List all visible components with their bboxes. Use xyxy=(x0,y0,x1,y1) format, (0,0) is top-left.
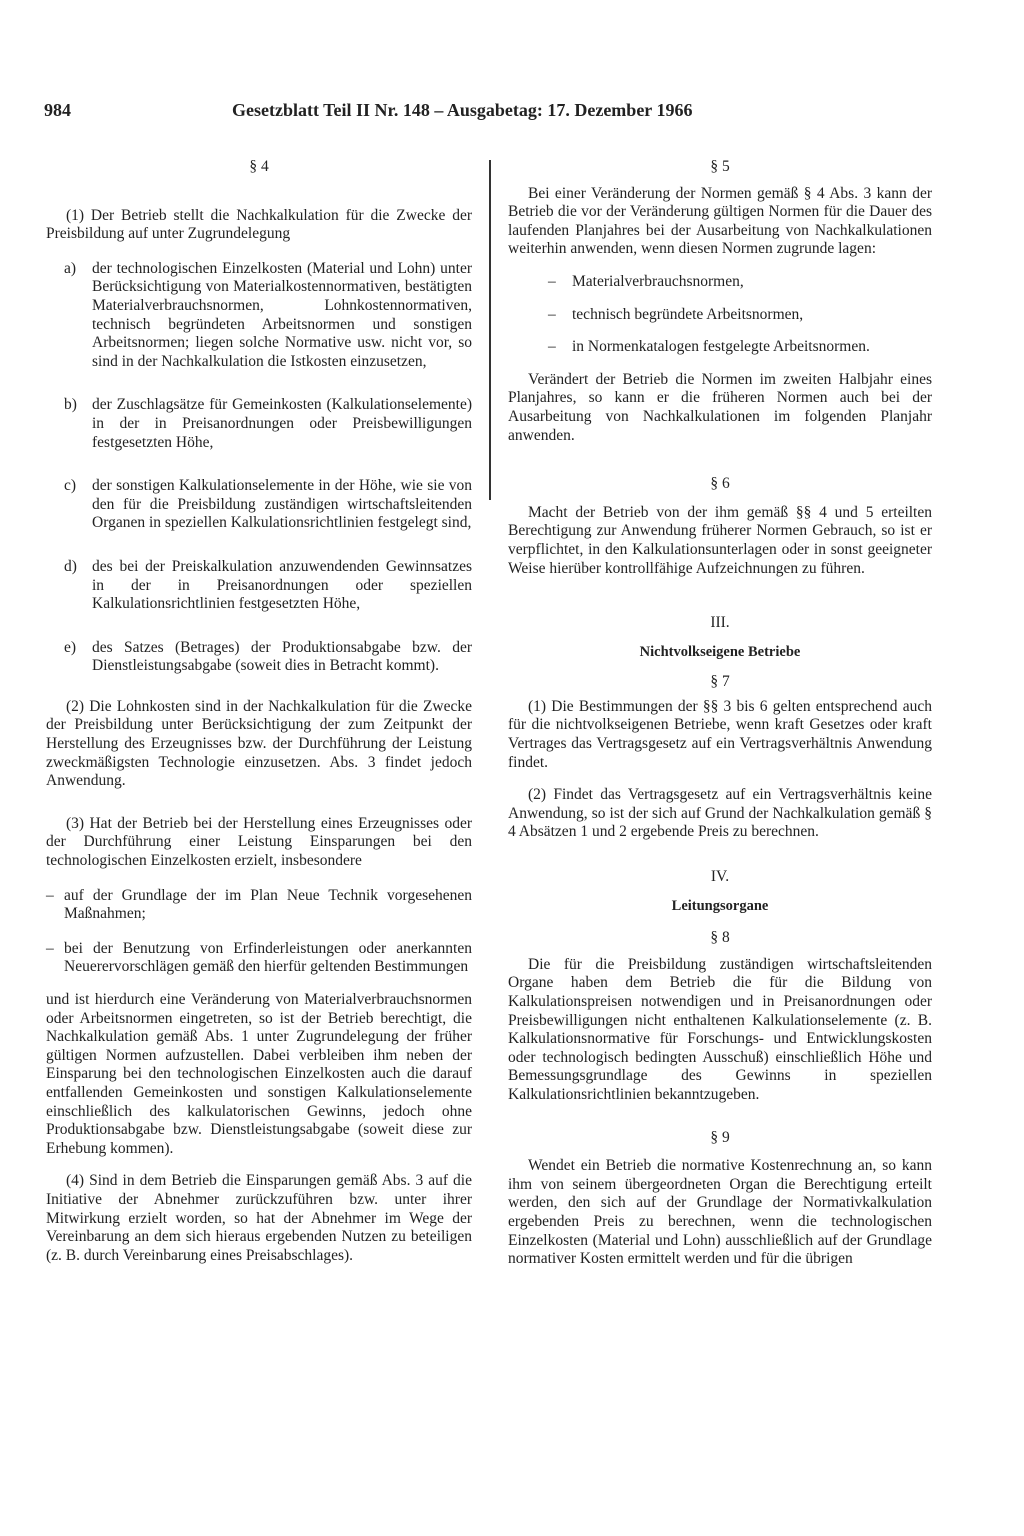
list-item xyxy=(46,558,472,614)
section-heading: § 9 xyxy=(710,1128,730,1146)
dash-list-text: Materialverbrauchsnormen, xyxy=(572,272,744,290)
section-heading: § 4 xyxy=(249,158,269,175)
page-number: 984 xyxy=(44,100,71,120)
dash-bullet: – xyxy=(46,939,54,957)
list-item-label: d) xyxy=(64,557,77,575)
section-heading: § 7 xyxy=(710,673,730,691)
chapter-number: IV. xyxy=(710,868,730,886)
paragraph: Bei einer Veränderung der Normen gemäß § 4 Abs. 3 kann der Betrieb die vor der Veränderung gültigen Normen für die Dauer des laufenden Planjahres bei der Ausarbeitung von Nachkalkulationen weiterhin anwenden, wenn diesen Normen zugrunde lagen: xyxy=(508,184,932,258)
paragraph: Macht der Betrieb von der ihm gemäß §§ 4 und 5 erteilten Berechtigung zur Anwendung früherer Normen Gebrauch, so ist er verpflichtet, in den Kalkulationsunterlagen oder in sonst geeigneter Weise hierüber kontrollfähige Aufzeichnungen zu führen. xyxy=(508,503,932,577)
dash-bullet: – xyxy=(548,272,556,290)
list-item-text: des Satzes (Betrages) der Produktionsabgabe bzw. der Dienstleistungsabgabe (soweit dies in Betracht kommt). xyxy=(92,638,472,675)
list-item-text: der sonstigen Kalkulationselemente in der Höhe, wie sie von den für die Preisbildung zuständigen wirtschaftsleitenden Organen in speziellen Kalkulationsrichtlinien festgelegt sind, xyxy=(92,477,472,532)
dash-list-item xyxy=(508,273,932,292)
list-item-label: e) xyxy=(64,638,77,656)
dash-bullet: – xyxy=(46,886,54,904)
page-header xyxy=(44,100,764,128)
chapter-title: Leitungsorgane xyxy=(671,897,769,914)
chapter-number: III. xyxy=(710,614,730,632)
paragraph: und ist hierdurch eine Veränderung von Materialverbrauchsnormen oder Arbeitsnormen eingetreten, so ist der Betrieb berechtigt, die Nachkalkulation gemäß Abs. 1 unter Zugrundelegung der früher gültigen Normen aufzustellen. Dabei verbleiben ihm neben der Einsparung bei den technologischen Einzelkosten auch die darauf entfallenden Gemeinkosten und sonstigen Kalkulationselemente einschließlich des kalkulatorischen Gewinns, jedoch ohne Produktionsabgabe bzw. Dienstleistungsabgabe (soweit diese zur Erhebung kommen). xyxy=(46,991,472,1157)
section-heading: § 8 xyxy=(710,929,730,947)
list-item-text: des bei der Preiskalkulation anzuwendenden Gewinnsatzes in der in Preisanordnungen oder speziellen Kalkulationsrichtlinien festgesetzten Höhe, xyxy=(92,557,472,613)
paragraph: (2) Die Lohnkosten sind in der Nachkalkulation für die Zwecke der Preisbildung unter Berücksichtigung der zum Zeitpunkt der Herstellung des Erzeugnisses bzw. der Durchführung der Leistung zweckmäßigsten Technologie einzusetzen. Abs. 3 findet jedoch Anwendung. xyxy=(46,697,472,790)
right-column xyxy=(508,150,932,1269)
dash-list-text: technisch begründete Arbeitsnormen, xyxy=(572,305,804,323)
dash-list-item xyxy=(46,940,472,977)
dash-list-item xyxy=(508,338,932,357)
dash-list-text: auf der Grundlage der im Plan Neue Technik vorgesehenen Maßnahmen; xyxy=(64,886,472,923)
list-item xyxy=(46,639,472,676)
paragraph: Wendet ein Betrieb die normative Kostenrechnung an, so kann ihm von seinem übergeordneten Organ die Berechtigung erteilt werden, den sich auf der Grundlage der Normativkalkulation ergebenden Preis zu berechnen, wenn die technologischen Einzelkosten (Material und Lohn) ausschließlich auf der Grundlage normativer Kosten ermittelt werden und für die übrigen xyxy=(508,1157,932,1268)
left-column xyxy=(46,150,472,1265)
paragraph: Verändert der Betrieb die Normen im zweiten Halbjahr eines Planjahres, so kann er die früheren Normen auch bei der Ausarbeitung von Nachkalkulationen im folgenden Planjahr anwenden. xyxy=(508,370,932,444)
dash-bullet: – xyxy=(548,338,556,356)
chapter-title: Nichtvolkseigene Betriebe xyxy=(639,643,801,660)
list-item-text: der Zuschlagsätze für Gemeinkosten (Kalkulationselemente) in der in Preisanordnungen oder Preisbewilligungen festgesetzten Höhe, xyxy=(92,396,472,451)
list-item xyxy=(46,477,472,533)
paragraph: (1) Die Bestimmungen der §§ 3 bis 6 gelten entsprechend auch für die nichtvolkseigenen Betriebe, wenn kraft Gesetzes oder kraft Vertrages das Vertragsgesetz auf ein Vertragsverhältnis Anwendung findet. xyxy=(508,697,932,771)
dash-list-text: bei der Benutzung von Erfinderleistungen oder anerkannten Neuerervorschlägen gemäß den hierfür geltenden Bestimmungen xyxy=(64,939,472,976)
paragraph: Die für die Preisbildung zuständigen wirtschaftsleitenden Organe haben dem Betrieb die für die Bildung von Kalkulationspreisen notwendigen und in Preisanordnungen oder Preisbewilligungen nicht enthaltenen Kalkulationselemente (z. B. Kalkulationsnormative für Forschungs- und Entwicklungskosten oder technologisch bedingten Ausschuß) einschließlich Höhe und Bemessungsgrundlage des Gewinns in speziellen Kalkulationsrichtlinien bekanntzugeben. xyxy=(508,955,932,1103)
dash-list-item xyxy=(508,306,932,325)
section-heading: § 6 xyxy=(710,475,730,493)
list-item xyxy=(46,396,472,452)
column-divider xyxy=(489,160,491,500)
list-item-text: der technologischen Einzelkosten (Material und Lohn) unter Berücksichtigung von Materialkostennormativen, bestätigten Materialverbrauchsnormen, Lohnkostennormativen, technisch begründeten Arbeitsnormen und sonstigen Arbeitsnormen; liegen solche Normative usw. nicht vor, so sind in der Nachkalkulation die Istkosten einzusetzen, xyxy=(92,259,472,370)
list-item-label: b) xyxy=(64,396,77,414)
dash-list-text: in Normenkatalogen festgelegte Arbeitsnormen. xyxy=(572,338,870,356)
list-item-label: a) xyxy=(64,259,77,277)
paragraph: (4) Sind in dem Betrieb die Einsparungen gemäß Abs. 3 auf die Initiative der Abnehmer zurückzuführen bzw. unter ihrer Mitwirkung erzielt worden, so hat der Abnehmer im Wege der Vereinbarung an dem sich hieraus ergebenden Nutzen zu beteiligen (z. B. durch Vereinbarung eines Preisabschlages). xyxy=(46,1172,472,1264)
page-title: Gesetzblatt Teil II Nr. 148 – Ausgabetag: 17. Dezember 1966 xyxy=(232,100,693,120)
list-item-label: c) xyxy=(64,477,77,495)
paragraph: (3) Hat der Betrieb bei der Herstellung eines Erzeugnisses oder der Durchführung einer Leistung Einsparungen bei den technologischen Einzelkosten erzielt, insbesondere xyxy=(46,814,472,870)
paragraph: (2) Findet das Vertragsgesetz auf ein Vertragsverhältnis keine Anwendung, so ist der sich auf Grund der Nachkalkulation gemäß § 4 Absätzen 1 und 2 ergebende Preis zu berechnen. xyxy=(508,786,932,841)
dash-bullet: – xyxy=(548,305,556,323)
paragraph: (1) Der Betrieb stellt die Nachkalkulation für die Zwecke der Preisbildung auf unter Zugrundelegung xyxy=(46,206,472,243)
list-item xyxy=(46,260,472,372)
section-heading: § 5 xyxy=(710,158,730,175)
dash-list-item xyxy=(46,887,472,924)
